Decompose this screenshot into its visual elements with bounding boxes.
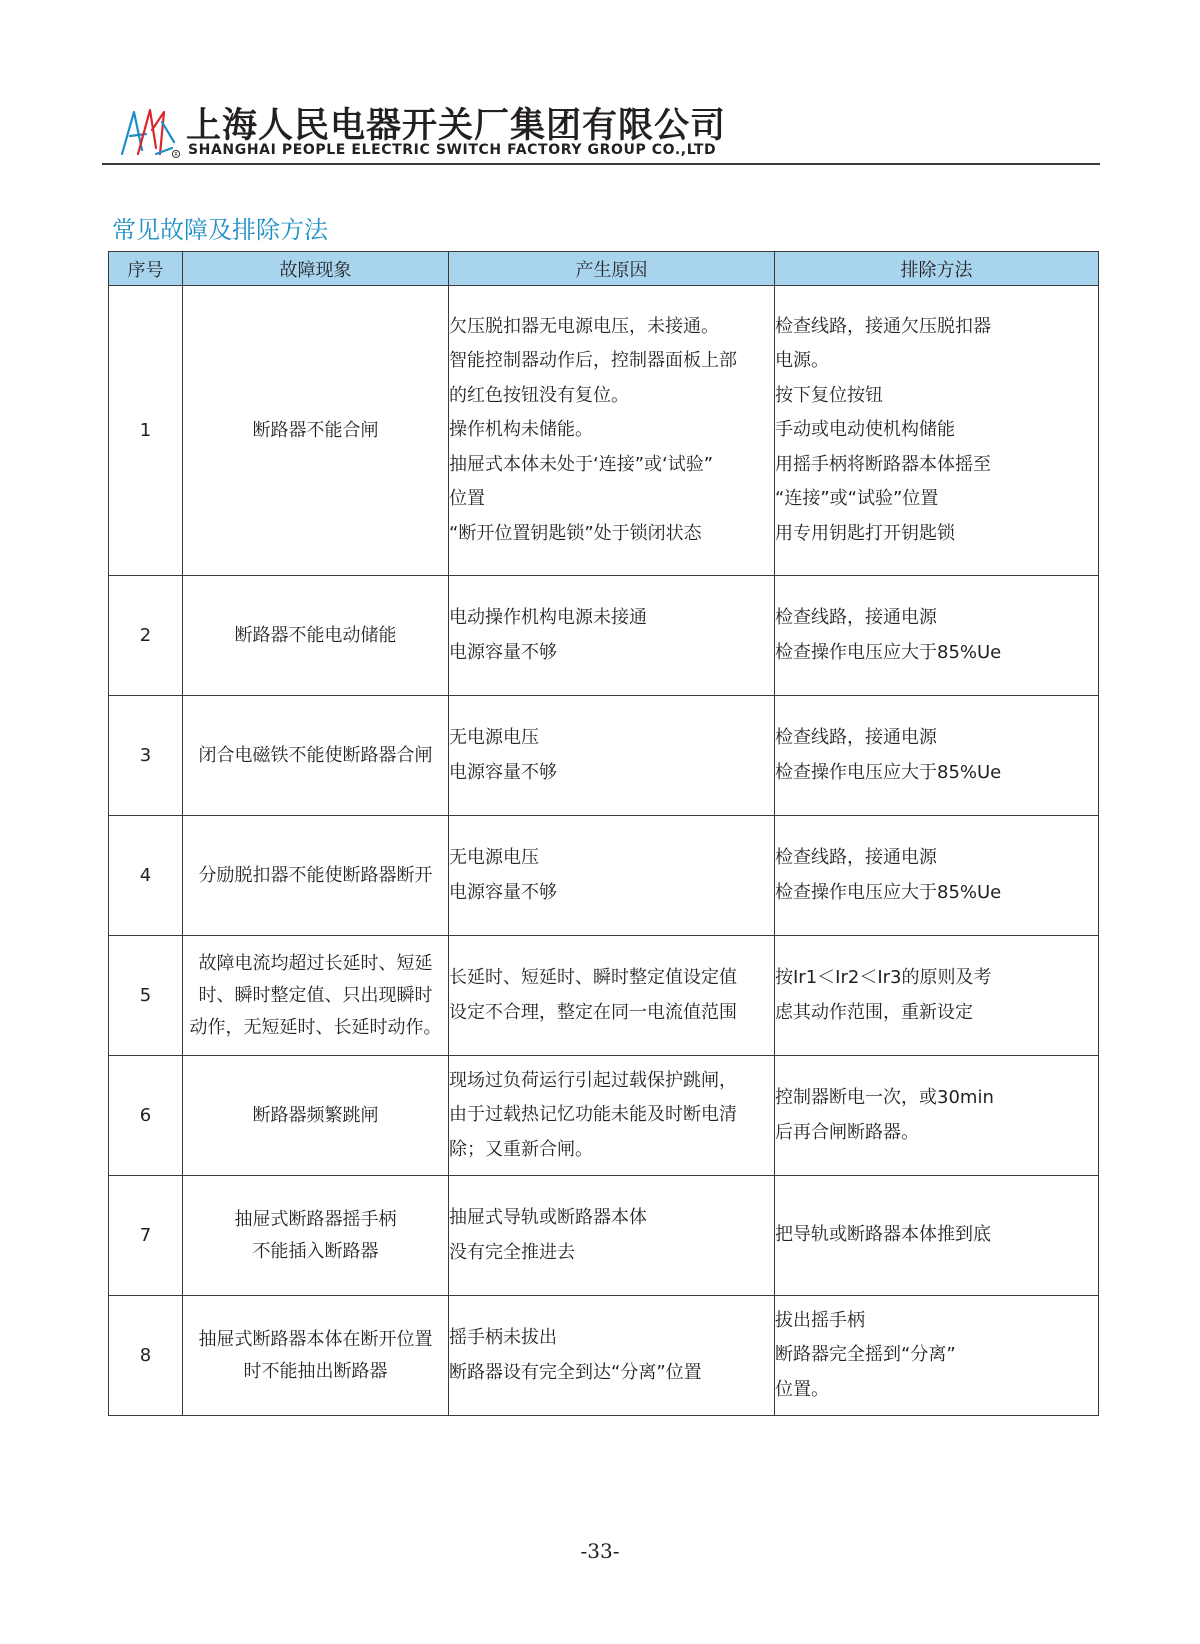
fault-symptom-cell: [183, 816, 449, 936]
fault-cause-cell: [449, 696, 775, 816]
fault-symptom-line: 动作，无短延时、长延时动作。: [189, 1016, 442, 1038]
fault-remedy-line: 检查线路，接通欠压脱扣器: [775, 315, 991, 337]
fault-cause-cell: [449, 576, 775, 696]
fault-remedy-line: 虑其动作范围，重新设定: [775, 1001, 973, 1023]
fault-remedy-line: 拔出摇手柄: [775, 1309, 865, 1331]
fault-cause-cell: [449, 1296, 775, 1416]
fault-cause-line: “断开位置钥匙锁”处于锁闭状态: [449, 522, 702, 544]
fault-symptom-line: 闭合电磁铁不能使断路器合闸: [198, 744, 433, 766]
fault-remedy-line: 用专用钥匙打开钥匙锁: [775, 522, 955, 544]
fault-remedy-line: 检查操作电压应大于85%Ue: [775, 641, 1002, 663]
fault-cause-line: 电源容量不够: [449, 761, 557, 783]
table-row: [109, 1296, 1099, 1416]
fault-symptom-cell: [183, 1176, 449, 1296]
fault-symptom-line: 时不能抽出断路器: [243, 1360, 388, 1382]
page-header: [102, 98, 1100, 168]
table-row: [109, 816, 1099, 936]
fault-remedy-line: 手动或电动使机构储能: [775, 419, 955, 441]
fault-cause-line: 断路器设有完全到达“分离”位置: [449, 1361, 702, 1383]
fault-symptom-line: 不能插入断路器: [252, 1240, 379, 1262]
fault-remedy-line: 检查线路，接通电源: [775, 607, 937, 628]
table-row: [109, 1056, 1099, 1176]
fault-remedy-line: 断路器完全摇到“分离”: [775, 1344, 956, 1366]
header-no: 序号: [109, 252, 183, 286]
company-logo-icon: [116, 104, 182, 162]
fault-symptom-line: 抽屉式断路器摇手柄: [234, 1208, 397, 1230]
fault-symptom-cell: [183, 1056, 449, 1176]
table-header-row: [109, 252, 1099, 286]
fault-symptom-cell: [183, 576, 449, 696]
table-row: [109, 936, 1099, 1056]
fault-remedy-line: 控制器断电一次，或30min: [775, 1087, 994, 1108]
fault-cause-line: 长延时、短延时、瞬时整定值设定值: [449, 967, 737, 988]
page-number: -33-: [580, 1539, 620, 1563]
fault-cause-line: 抽屉式本体未处于‘连接”或‘试验”: [449, 453, 714, 475]
table-row: [109, 576, 1099, 696]
row-number: 3: [109, 696, 183, 816]
section-title: 常见故障及排除方法: [112, 216, 328, 244]
fault-symptom-cell: [183, 696, 449, 816]
company-name-en: SHANGHAI PEOPLE ELECTRIC SWITCH FACTORY GROUP CO.,LTD: [188, 142, 717, 158]
fault-remedy-line: 把导轨或断路器本体推到底: [775, 1224, 991, 1246]
table-row: [109, 286, 1099, 576]
fault-remedy-cell: [775, 1296, 1099, 1416]
fault-cause-line: 无电源电压: [449, 727, 539, 748]
fault-remedy-line: 按下复位按钮: [775, 384, 883, 406]
company-name-cn: 上海人民电器开关厂集团有限公司: [186, 106, 727, 146]
fault-table: [108, 251, 1099, 1416]
fault-symptom-line: 分励脱扣器不能使断路器断开: [198, 864, 433, 886]
fault-cause-line: 除；又重新合闸。: [449, 1138, 593, 1160]
fault-cause-line: 抽屉式导轨或断路器本体: [449, 1207, 647, 1228]
header-divider: [102, 163, 1100, 165]
fault-cause-line: 设定不合理，整定在同一电流值范围: [449, 1001, 737, 1023]
fault-remedy-line: 检查线路，接通电源: [775, 727, 937, 748]
fault-remedy-cell: [775, 936, 1099, 1056]
fault-symptom-line: 故障电流均超过长延时、短延: [198, 952, 433, 974]
fault-remedy-cell: [775, 576, 1099, 696]
svg-text:R: R: [174, 152, 178, 159]
table-row: [109, 696, 1099, 816]
fault-remedy-line: 后再合闸断路器。: [775, 1121, 919, 1143]
row-number: 2: [109, 576, 183, 696]
fault-symptom-line: 断路器不能电动储能: [234, 624, 397, 646]
fault-remedy-line: 检查线路，接通电源: [775, 847, 937, 868]
fault-remedy-cell: [775, 696, 1099, 816]
row-number: 7: [109, 1176, 183, 1296]
fault-symptom-cell: [183, 936, 449, 1056]
fault-cause-cell: [449, 1056, 775, 1176]
fault-remedy-line: 电源。: [775, 350, 829, 372]
fault-cause-line: 欠压脱扣器无电源电压，未接通。: [449, 315, 719, 337]
fault-remedy-line: “连接”或“试验”位置: [775, 488, 939, 510]
fault-cause-line: 智能控制器动作后，控制器面板上部: [449, 350, 737, 372]
fault-cause-line: 的红色按钮没有复位。: [449, 384, 629, 406]
fault-cause-line: 摇手柄未拔出: [449, 1327, 557, 1348]
fault-symptom-line: 断路器不能合闸: [252, 419, 379, 441]
fault-cause-line: 无电源电压: [449, 847, 539, 868]
fault-remedy-cell: [775, 286, 1099, 576]
fault-cause-line: 位置: [449, 488, 485, 510]
table-row: [109, 1176, 1099, 1296]
row-number: 8: [109, 1296, 183, 1416]
row-number: 4: [109, 816, 183, 936]
fault-cause-line: 操作机构未储能。: [449, 419, 593, 441]
fault-remedy-cell: [775, 816, 1099, 936]
fault-remedy-line: 检查操作电压应大于85%Ue: [775, 881, 1002, 903]
row-number: 6: [109, 1056, 183, 1176]
fault-cause-line: 现场过负荷运行引起过载保护跳闸，: [449, 1069, 737, 1091]
fault-cause-cell: [449, 286, 775, 576]
fault-remedy-line: 检查操作电压应大于85%Ue: [775, 761, 1002, 783]
fault-cause-line: 电源容量不够: [449, 881, 557, 903]
fault-cause-cell: [449, 1176, 775, 1296]
fault-remedy-cell: [775, 1056, 1099, 1176]
fault-remedy-line: 按Ir1＜Ir2＜Ir3的原则及考: [775, 967, 992, 988]
fault-symptom-line: 断路器频繁跳闸: [252, 1104, 379, 1126]
header-remedy: 排除方法: [775, 252, 1099, 286]
fault-symptom-cell: [183, 1296, 449, 1416]
fault-cause-line: 电源容量不够: [449, 641, 557, 663]
fault-cause-line: 没有完全推进去: [449, 1241, 575, 1263]
fault-cause-line: 由于过载热记忆功能未能及时断电清: [449, 1104, 737, 1126]
row-number: 5: [109, 936, 183, 1056]
fault-remedy-line: 用摇手柄将断路器本体摇至: [775, 453, 991, 475]
header-symptom: 故障现象: [183, 252, 449, 286]
fault-symptom-line: 时、瞬时整定值、只出现瞬时: [198, 984, 433, 1006]
fault-remedy-line: 位置。: [775, 1378, 829, 1400]
header-cause: 产生原因: [449, 252, 775, 286]
row-number: 1: [109, 286, 183, 576]
fault-symptom-cell: [183, 286, 449, 576]
fault-cause-cell: [449, 936, 775, 1056]
fault-cause-cell: [449, 816, 775, 936]
fault-symptom-line: 抽屉式断路器本体在断开位置: [198, 1328, 433, 1350]
fault-remedy-cell: [775, 1176, 1099, 1296]
fault-cause-line: 电动操作机构电源未接通: [449, 607, 647, 628]
